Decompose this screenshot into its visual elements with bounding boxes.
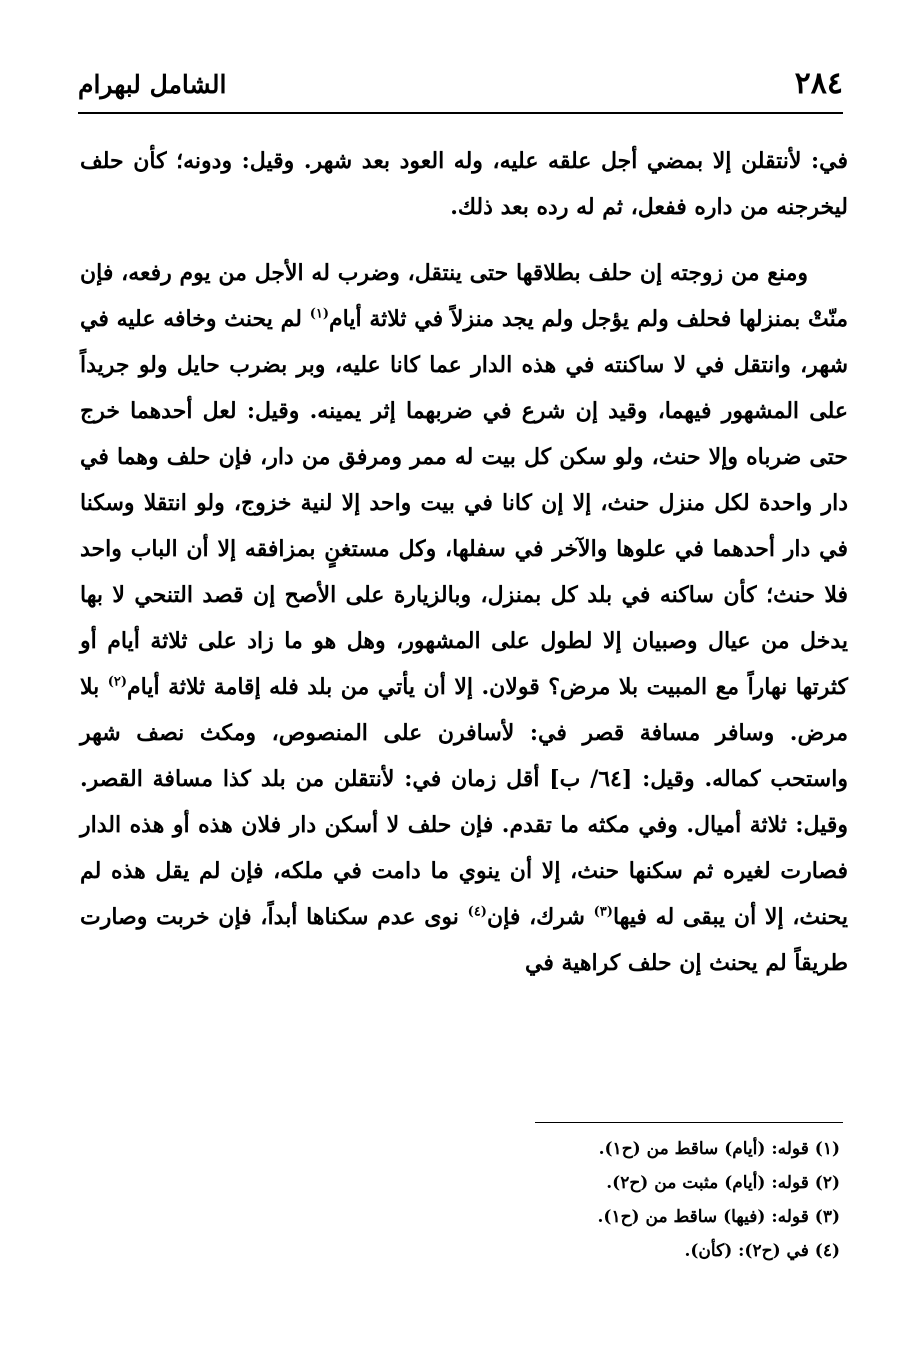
paragraph-2 (80, 250, 848, 986)
paragraph-2-part-4: شرك، فإن (486, 904, 594, 930)
page-header (78, 62, 843, 114)
footnote-ref-1[interactable]: (١) (309, 306, 330, 322)
paragraph-2-part-2: لم يحنث وخافه عليه في شهر، وانتقل في لا ساكنته في هذه الدار عما كانا عليه، وبر بضرب حايل ولو جريداً على المشهور فيهما، وقيد إن شرع في ضربهما إثر يمينه. وقيل: لعل أحدهما خرج حتى ضرباه وإلا حنث، ولو سكن كل بيت له ممر ومرفق من دار، فإن حلف وهما في دار واحدة لكل منزل حنث، إلا إن كانا في بيت واحد إلا لنية خزوج، ولو انتقلا وسكنا في دار أحدهما في علوها والآخر في سفلها، وكل مستغنٍ بمزافقه إلا أن الباب واحد فلا حنث؛ كأن ساكنه في بلد كل بمنزل، وبالزيارة على الأصح إن قصد التنحي لا بها يدخل من عيال وصبيان إلا لطول على المشهور، وهل هو ما زاد على ثلاثة أيام أو كثرتها نهاراً مع المبيت بلا مرض؟ قولان. إلا أن يأتي من بلد فله إقامة ثلاثة أيام (80, 306, 848, 700)
paragraph-2-part-3: بلا مرض. وسافر مسافة قصر في: لأسافرن على المنصوص، ومكث نصف شهر واستحب كماله. وقيل: [٦٤/ ب] أقل زمان في: لأنتقلن من بلد كذا مسافة القصر. وقيل: ثلاثة أميال. وفي مكثه ما تقدم. فإن حلف لا أسكن دار فلان هذه أو هذه الدار فصارت لغيره ثم سكنها حنث، إلا أن ينوي ما دامت في ملكه، فإن لم يقل هذه لم يحنث، إلا أن يبقى له فيها (80, 674, 848, 930)
paragraph-1: في: لأنتقلن إلا بمضي أجل علقه عليه، وله العود بعد شهر. وقيل: ودونه؛ كأن حلف ليخرجنه من داره ففعل، ثم له رده بعد ذلك. (80, 148, 848, 220)
paragraph-2-part-1: ومنع من زوجته إن حلف بطلاقها حتى ينتقل، وضرب له الأجل من يوم رفعه، فإن منّتْ بمنزلها فحلف ولم يؤجل ولم يجد منزلاً في ثلاثة أيام (80, 260, 848, 332)
footnote-ref-2[interactable]: (٢) (107, 674, 128, 690)
footnote-ref-4[interactable]: (٤) (467, 904, 487, 920)
footnote-4: (٤) في (ح٢): (كأن). (684, 1241, 840, 1261)
footnote-1: (١) قوله: (أيام) ساقط من (ح١). (598, 1139, 840, 1159)
footnote-separator (535, 1122, 843, 1123)
footnote-2: (٢) قوله: (أيام) مثبت من (ح٢). (606, 1173, 840, 1193)
page-title: الشامل لبهرام (78, 70, 227, 99)
header-rule (78, 112, 843, 114)
page-number: ٢٨٤ (794, 66, 843, 101)
paragraph-2-part-5: نوى عدم سكناها أبداً، فإن خربت وصارت طريقاً لم يحنث إن حلف كراهية في (80, 904, 848, 976)
footnote-ref-3[interactable]: (٣) (593, 904, 613, 920)
footnotes (300, 1132, 840, 1268)
footnote-3: (٣) قوله: (فيها) ساقط من (ح١). (597, 1207, 840, 1227)
main-text (80, 138, 848, 986)
